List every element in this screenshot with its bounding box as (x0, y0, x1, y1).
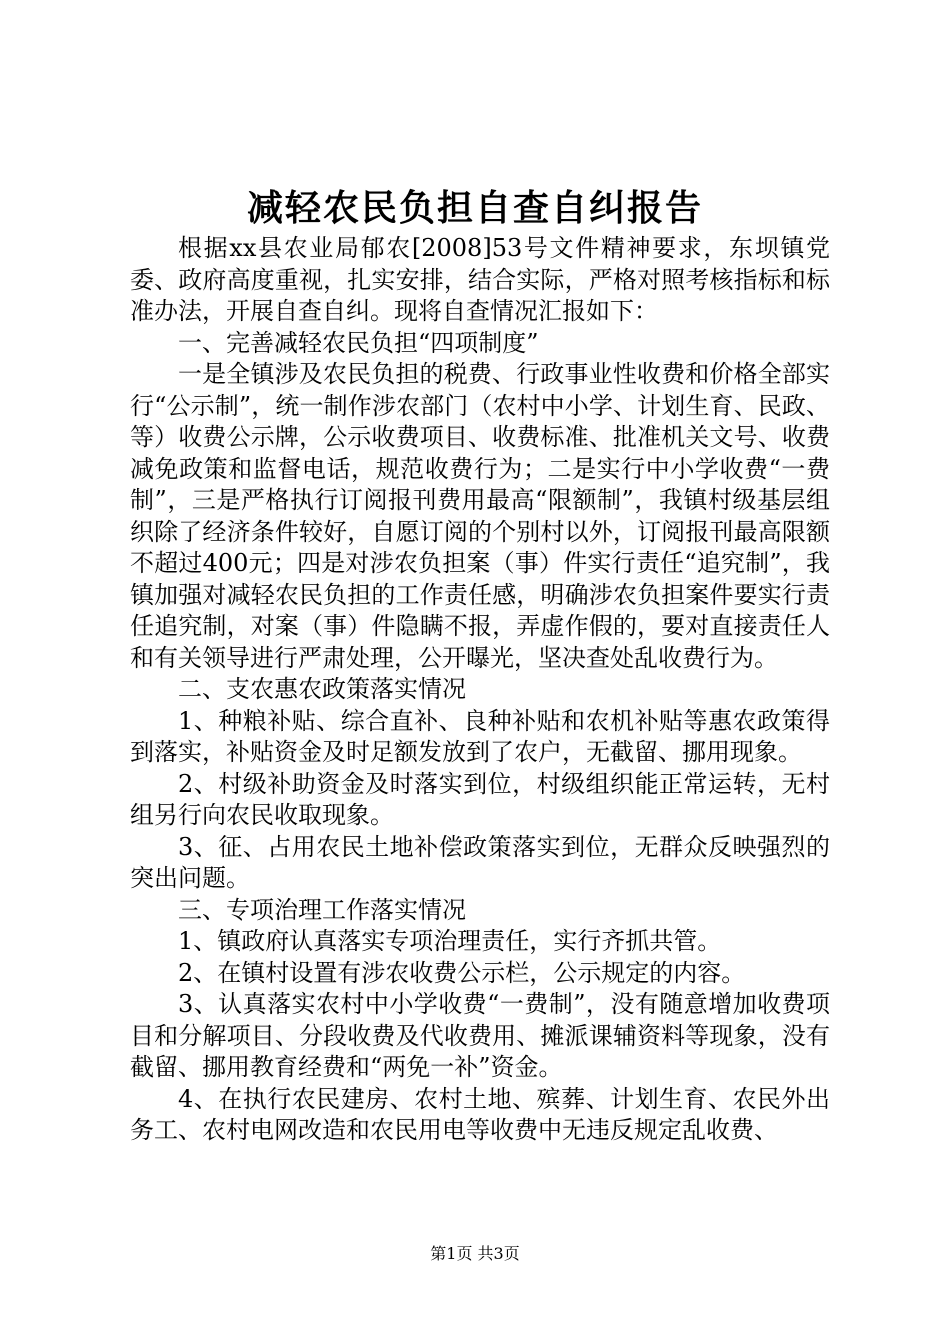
paragraph-item: 2、在镇村设置有涉农收费公示栏，公示规定的内容。 (178, 958, 746, 987)
section-heading-1: 一、完善减轻农民负担“四项制度” (178, 328, 539, 357)
paragraph-section-1: 一是全镇涉及农民负担的税费、行政事业性收费和价格全部实行“公示制”，统一制作涉农部门（农村中小学、计划生育、民政、等）收费公示牌，公示收费项目、收费标准、批准机关文号、收费减免政策和监督电话，规范收费行为；二是实行中小学收费“一费制”，三是严格执行订阅报刊费用最高“限额制”，我镇村级基层组织除了经济条件较好，自愿订阅的个别村以外，订阅报刊最高限额不超过400元；四是对涉农负担案（事）件实行责任“追究制”，我镇加强对减轻农民负担的工作责任感，明确涉农负担案件要实行责任追究制，对案（事）件隐瞒不报，弄虚作假的，要对直接责任人和有关领导进行严肃处理，公开曝光，坚决查处乱收费行为。 (130, 360, 830, 672)
document-title: 减轻农民负担自查自纠报告 (246, 187, 703, 229)
paragraph-item: 2、村级补助资金及时落实到位，村级组织能正常运转，无村组另行向农民收取现象。 (130, 769, 830, 829)
paragraph-item: 1、种粮补贴、综合直补、良种补贴和农机补贴等惠农政策得到落实，补贴资金及时足额发放到了农户，无截留、挪用现象。 (130, 706, 830, 766)
page-footer: 第1页 共3页 (430, 1244, 520, 1263)
paragraph-item: 3、征、占用农民土地补偿政策落实到位，无群众反映强烈的突出问题。 (130, 832, 830, 892)
section-heading-2: 二、支农惠农政策落实情况 (178, 675, 466, 703)
paragraph-item: 3、认真落实农村中小学收费“一费制”，没有随意增加收费项目和分解项目、分段收费及代收费用、摊派课辅资料等现象，没有截留、挪用教育经费和“两免一补”资金。 (130, 990, 830, 1081)
section-heading-3: 三、专项治理工作落实情况 (178, 895, 466, 924)
paragraph-intro: 根据xx县农业局郁农[2008]53号文件精神要求，东坝镇党委、政府高度重视，扎实安排，结合实际，严格对照考核指标和标准办法，开展自查自纠。现将自查情况汇报如下： (130, 234, 830, 325)
document-body (130, 233, 830, 1147)
paragraph-item: 1、镇政府认真落实专项治理责任，实行齐抓共管。 (178, 927, 722, 955)
paragraph-item: 4、在执行农民建房、农村土地、殡葬、计划生育、农民外出务工、农村电网改造和农民用电等收费中无违反规定乱收费、 (130, 1084, 830, 1144)
